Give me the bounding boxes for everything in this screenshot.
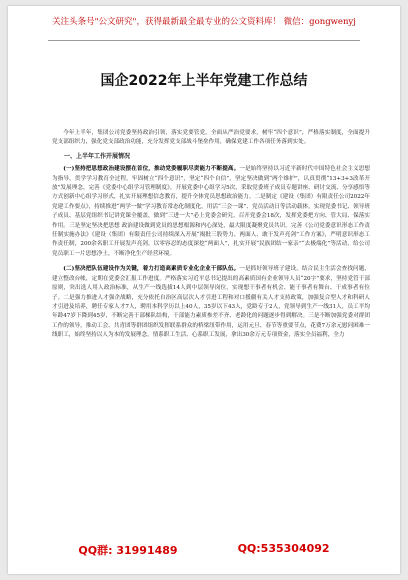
subsection-1	[52, 165, 370, 259]
banner-divider	[48, 40, 360, 41]
subsection-2-title: (二)坚决把队伍建设作为关键，着力打造高素质专业化企业干部队伍。	[63, 266, 240, 273]
document-body	[52, 129, 370, 341]
section-heading: 一、上半年工作开展情况	[64, 152, 131, 160]
qq-label: QQ:535304092	[237, 542, 330, 555]
qq-group-label: QQ群: 31991489	[78, 544, 178, 557]
subsection-1-body: 一是始终坚持以习近平新时代中国特色社会主义思想为指导，贯学学习教育全过程，牢固树立“四个意识”，坚定“四个自信”，坚定坚决做到“两个维护”，认真贯彻“13+3+3改革开放”发展理念，完善《党委中心组学习管理制度》，开展党委中心组学习5次，采取党委班子成员专题讲座、研讨交流、分享感悟等方式创新中心组学习形式，扎实开展理想信念教育，提升全体党员思想政治能力。二是制定《建设（集团）有限责任公司2022年党建工作要点》，持续推进“两学一做”学习教育常态化制度化，用活“三会一课”、党员活动日等活动载体，实现党委书记、领导班子成员、基层党组织书记讲党课全覆盖，做到“三进一大”必上党委会研究。召开党委会18次，发挥党委把方向、管大局、保落实作用。三是坚定坚决把思想 政治建设做到党员的思想根源和内心深处，最大限度凝聚党员共识。完善《公司党委意识形态工作责任制实施办法》《建设（集团）有限责任公司持续深入开展“揭批三股势力、两面人、敢于发声亮剑”工作方案》，严明意识形态工作责任制，200余名职工开展发声亮剑，以零容忍的态度深挖“两面人”，扎实开展“民族团结一家亲”“去极端化”等活动，给公司党员职工一片思想净土，不断净化生产经营环境。	[52, 166, 370, 257]
promo-banner: 关注头条号"公文研究"，获得最新最全最专业的公文资料库！ 微信：gongwenyj	[52, 17, 356, 27]
subsection-1-title: (一)坚持把思想政治建设摆在首位，推动党委履职尽责能力不断提高。	[63, 166, 240, 173]
intro-paragraph: 今年上半年，集团公司党委坚持政治引领，落实党要管党，全面从严治党要求，树牢“四个意识”，严格落实制度，全面提升党支部组织力，强化党支部政治功能，充分发挥党支部战斗堡垒作用，确保党建工作各项任务落到实处。	[52, 130, 370, 146]
subsection-2-body: 一是抓好领导班子建设，结合民主生活会查找问题，建立整改台帐，定期在党委会汇报工作进度。严格落实习近平总书记提出的高素质国有企业领导人员“20字”要求，坚持党管干部原则，突出选人用人政治标准，从生产一线选拔14人到中层领导岗位，实现想干事者有机会、能干事者有舞台、干成事者有位子。二是强力推进人才强企战略，充分依托自治区高层次人才引进工程和对口援疆有关人才支持政策，加强复合型人才和科研人才引进及培养，聘任专家人才7人，聘用本科学历以上40人，35岁以下43人，党龄专于2人，党领导到生产一线31人，员工平均年龄47岁下降到45岁，不断完善干部梯队结构，干部能力素质参差不齐、老龄化的问题逐步得到解决。三是不断加强党委对群团工作的领导，推动工会、共青团等群团组织发挥联系群众的桥梁纽带作用，运用元旦、春节等重要节点，花费7万余元慰问困难一线职工，始终坚持以人为本的发展理念，情系职工生活、心系职工发展，拿出30余万元专项资金，落实全员福利，全力	[52, 266, 370, 339]
document-page	[8, 6, 400, 574]
subsection-2	[52, 265, 370, 340]
document-title: 国企2022年上半年党建工作总结	[100, 73, 308, 89]
footer-contacts	[8, 542, 400, 558]
